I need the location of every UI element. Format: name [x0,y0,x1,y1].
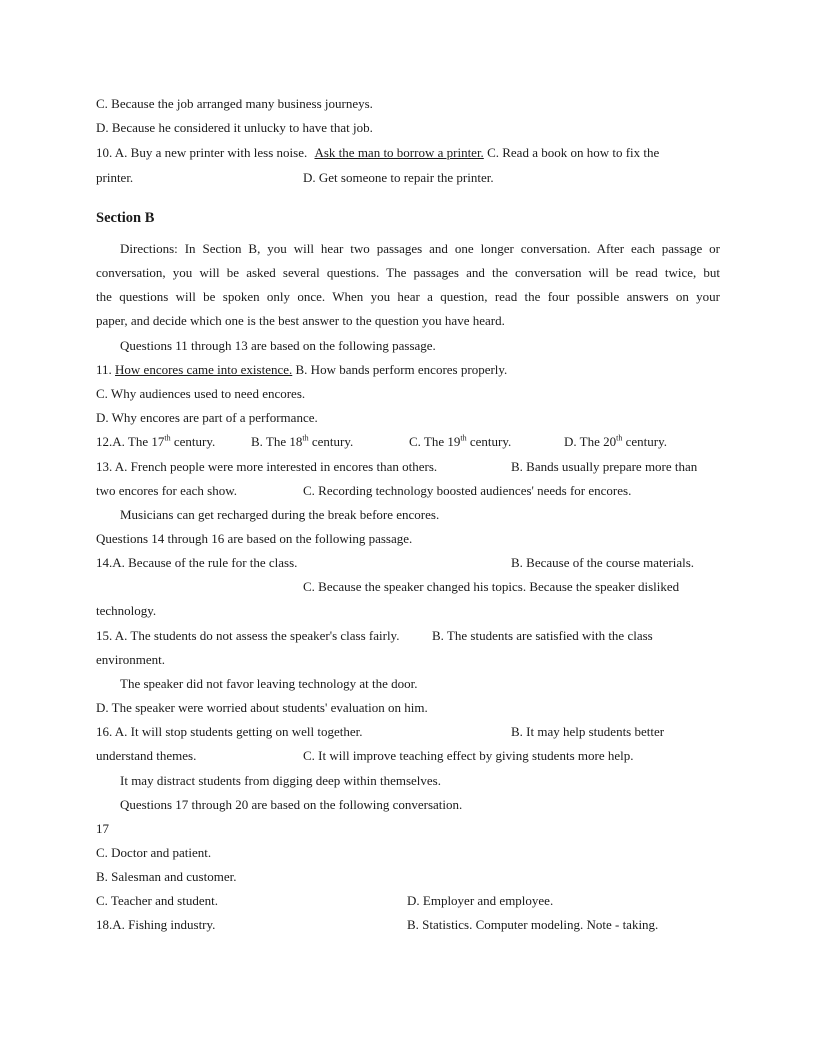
q9-option-c: C. Because the job arranged many business journeys. [96,96,373,111]
q10-option-d: D. Get someone to repair the printer. [303,170,494,185]
q10-option-c-cont: printer. [96,170,134,185]
q10-option-a: 10. A. Buy a new printer with less noise. [96,145,308,160]
q13-option-c: C. Recording technology boosted audiences' needs for encores. [303,483,632,498]
q12-option-d: D. The 20th century. [564,433,667,449]
q11-line [96,362,507,378]
q11-number: 11. [96,362,112,377]
q13-option-b-cont: two encores for each show. [96,483,238,498]
q11-option-d: D. Why encores are part of a performance. [96,410,318,425]
q17-option-salesman: B. Salesman and customer. [96,869,237,884]
passage-intro-17: Questions 17 through 20 are based on the following conversation. [120,797,463,812]
q16-option-c: C. It will improve teaching effect by giving students more help. [303,748,634,763]
q9-option-d: D. Because he considered it unlucky to have that job. [96,120,373,135]
q15-option-b: B. The students are satisfied with the class [432,628,653,643]
q17-option-doctor: C. Doctor and patient. [96,845,212,860]
q17-option-employer: D. Employer and employee. [407,893,554,908]
q11-option-c: C. Why audiences used to need encores. [96,386,306,401]
q15-option-d: D. The speaker were worried about students' evaluation on him. [96,700,428,715]
q15-option-a: 15. A. The students do not assess the speaker's class fairly. [96,628,400,643]
q13-option-b: B. Bands usually prepare more than [511,459,698,474]
q13-option-a: 13. A. French people were more interested in encores than others. [96,459,438,474]
q12-option-c: C. The 19th century. [409,433,512,449]
q14-option-c: C. Because the speaker changed his topics. Because the speaker disliked [303,579,680,594]
q10-option-b: Ask the man to borrow a printer. [314,145,484,160]
directions-line-2: conversation, you will be asked several questions. The passages and the conversation will be read twice, but [96,265,720,280]
directions-line-4: paper, and decide which one is the best answer to the question you have heard. [96,313,505,328]
q14-option-c-cont: technology. [96,603,157,618]
directions-line-1: Directions: In Section B, you will hear two passages and one longer conversation. After each passage or [120,241,720,256]
q16-option-b: B. It may help students better [511,724,665,739]
q17-option-teacher: C. Teacher and student. [96,893,218,908]
passage-intro-11: Questions 11 through 13 are based on the following passage. [120,338,436,353]
q18-option-a: 18.A. Fishing industry. [96,917,216,932]
directions-line-3: the questions will be spoken only once. When you hear a question, read the four possible answers on your [96,289,720,304]
q12-option-b: B. The 18th century. [251,433,354,449]
q13-option-d: Musicians can get recharged during the break before encores. [120,507,440,522]
q15-option-b-cont: environment. [96,652,165,667]
q18-option-b: B. Statistics. Computer modeling. Note - taking. [407,917,659,932]
q15-option-c: The speaker did not favor leaving technology at the door. [120,676,418,691]
q16-option-b-cont: understand themes. [96,748,197,763]
q16-option-a: 16. A. It will stop students getting on well together. [96,724,363,739]
q12-option-a: 12.A. The 17th century. [96,433,216,449]
q10-option-c: C. Read a book on how to fix the [487,145,660,160]
q11-option-b: B. How bands perform encores properly. [295,362,508,377]
section-heading: Section B [96,210,155,226]
q14-option-a: 14.A. Because of the rule for the class. [96,555,298,570]
passage-intro-14: Questions 14 through 16 are based on the following passage. [96,531,413,546]
q11-option-a: How encores came into existence. [115,362,293,377]
q17-number: 17 [96,821,109,836]
q14-option-b: B. Because of the course materials. [511,555,695,570]
q16-option-d: It may distract students from digging deep within themselves. [120,773,441,788]
q10-line [96,145,659,161]
